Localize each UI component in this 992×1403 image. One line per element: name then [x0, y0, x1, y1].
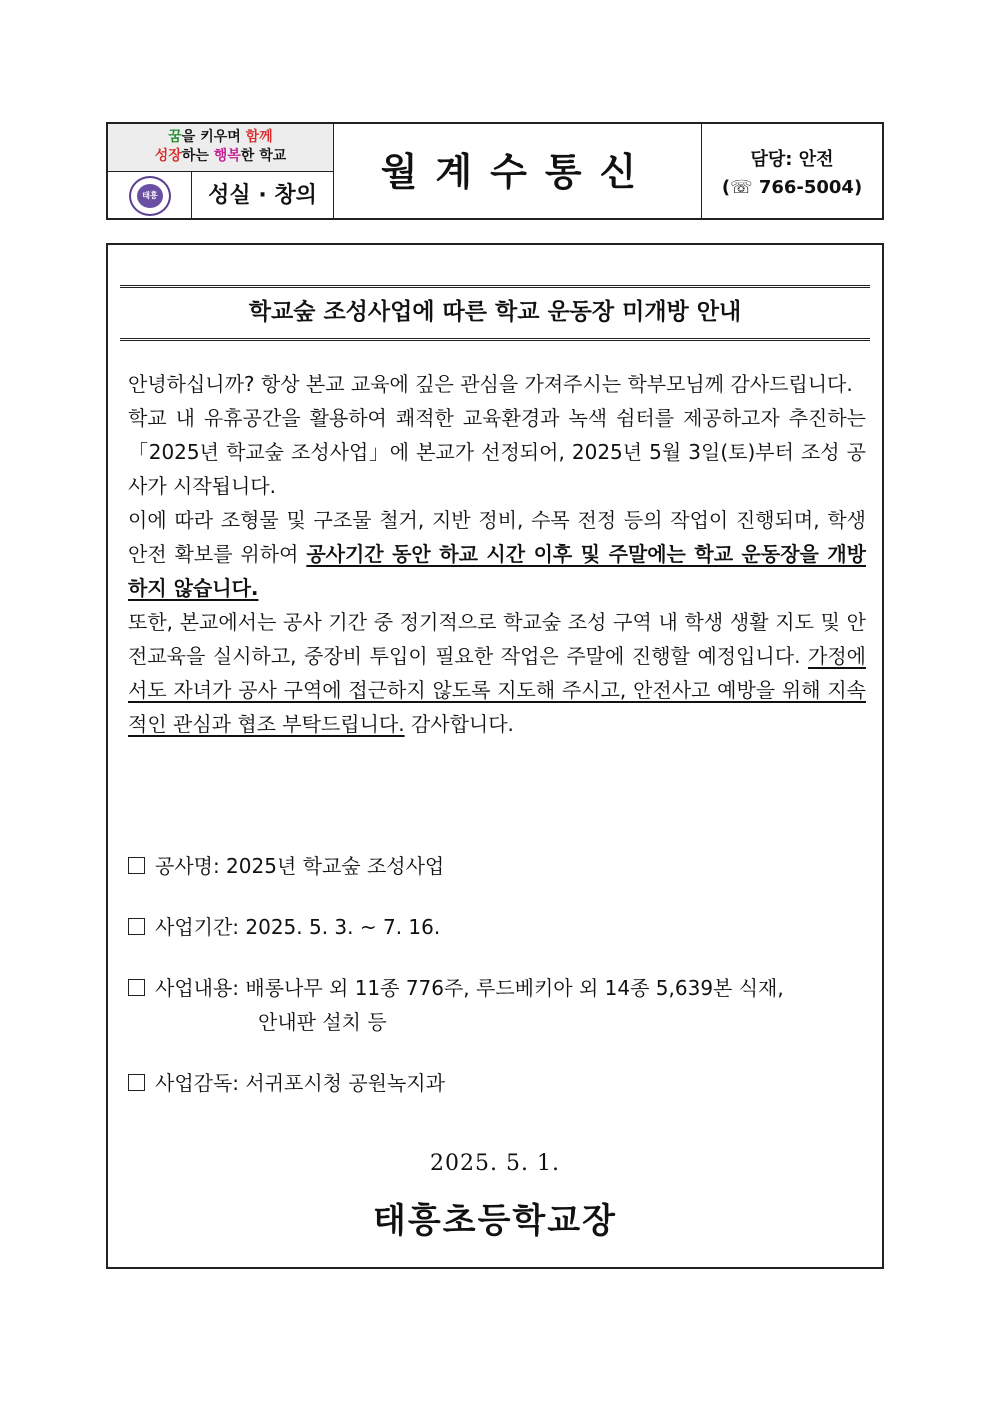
- signer-name: 태흥초등학교장: [373, 1201, 617, 1241]
- greeting-paragraph: 안녕하십니까? 항상 본교 교육에 깊은 관심을 가져주시는 학부모님께 감사드립니다.: [128, 372, 853, 396]
- detail-item-content-cont: 안내판 설치 등: [258, 1010, 387, 1034]
- checkbox-square-icon: [128, 857, 145, 874]
- project-details: [128, 849, 868, 1100]
- checkbox-square-icon: [128, 1074, 145, 1091]
- checkbox-square-icon: [128, 979, 145, 996]
- slogan-line-1: 꿈을 키우며 함께: [168, 129, 273, 145]
- newsletter-title: 월계수통신: [334, 124, 702, 220]
- notice-title: 학교숲 조성사업에 따른 학교 운동장 미개방 안내: [120, 285, 870, 341]
- notice-frame: [106, 243, 884, 1269]
- school-slogan: [108, 124, 334, 172]
- closure-paragraph: 이에 따라 조형물 및 구조물 철거, 지반 정비, 수목 전정 등의 작업이 진행되며, 학생 안전 확보를 위하여 공사기간 동안 하교 시간 이후 및 주말에는 학교 운동장을 개방하지 않습니다.: [128, 508, 866, 600]
- newsletter-header: [106, 122, 884, 220]
- emblem-label: 태흥: [137, 184, 163, 208]
- school-motto: 성실 · 창의: [192, 172, 334, 220]
- contact-info: [702, 124, 882, 220]
- project-paragraph: 학교 내 유휴공간을 활용하여 쾌적한 교육환경과 녹색 쉼터를 제공하고자 추진하는 「2025년 학교숲 조성사업」에 본교가 선정되어, 2025년 5월 3일(토)부터 조성 공사가 시작됩니다.: [128, 406, 866, 498]
- detail-item-period: 사업기간: 2025. 5. 3. ~ 7. 16.: [128, 910, 868, 944]
- safety-emphasis: 가정에서도 자녀가 공사 구역에 접근하지 않도록 지도해 주시고, 안전사고 예방을 위해 지속적인 관심과 협조 부탁드립니다.: [128, 644, 866, 736]
- emblem-icon: [129, 176, 171, 216]
- detail-item-content: 사업내용: 배롱나무 외 11종 776주, 루드베키아 외 14종 5,639본 식재, 안내판 설치 등: [128, 971, 868, 1039]
- contact-label: 담당: 안전: [750, 149, 834, 170]
- detail-item-name: 공사명: 2025년 학교숲 조성사업: [128, 849, 868, 883]
- notice-body: [128, 367, 866, 741]
- detail-item-supervisor: 사업감독: 서귀포시청 공원녹지과: [128, 1066, 868, 1100]
- school-emblem: [108, 172, 192, 220]
- issue-date: 2025. 5. 1.: [430, 1151, 560, 1176]
- closure-emphasis: 공사기간 동안 하교 시간 이후 및 주말에는 학교 운동장을 개방하지 않습니다.: [128, 542, 866, 600]
- safety-paragraph: 또한, 본교에서는 공사 기간 중 정기적으로 학교숲 조성 구역 내 학생 생활 지도 및 안전교육을 실시하고, 중장비 투입이 필요한 작업은 주말에 진행할 예정입니다. 가정에서도 자녀가 공사 구역에 접근하지 않도록 지도해 주시고, 안전사고 예방을 위해 지속적인 관심과 협조 부탁드립니다. 감사합니다.: [128, 610, 866, 736]
- slogan-line-2: 성장하는 행복한 학교: [154, 148, 287, 164]
- checkbox-square-icon: [128, 918, 145, 935]
- contact-phone: (☏ 766-5004): [721, 177, 863, 198]
